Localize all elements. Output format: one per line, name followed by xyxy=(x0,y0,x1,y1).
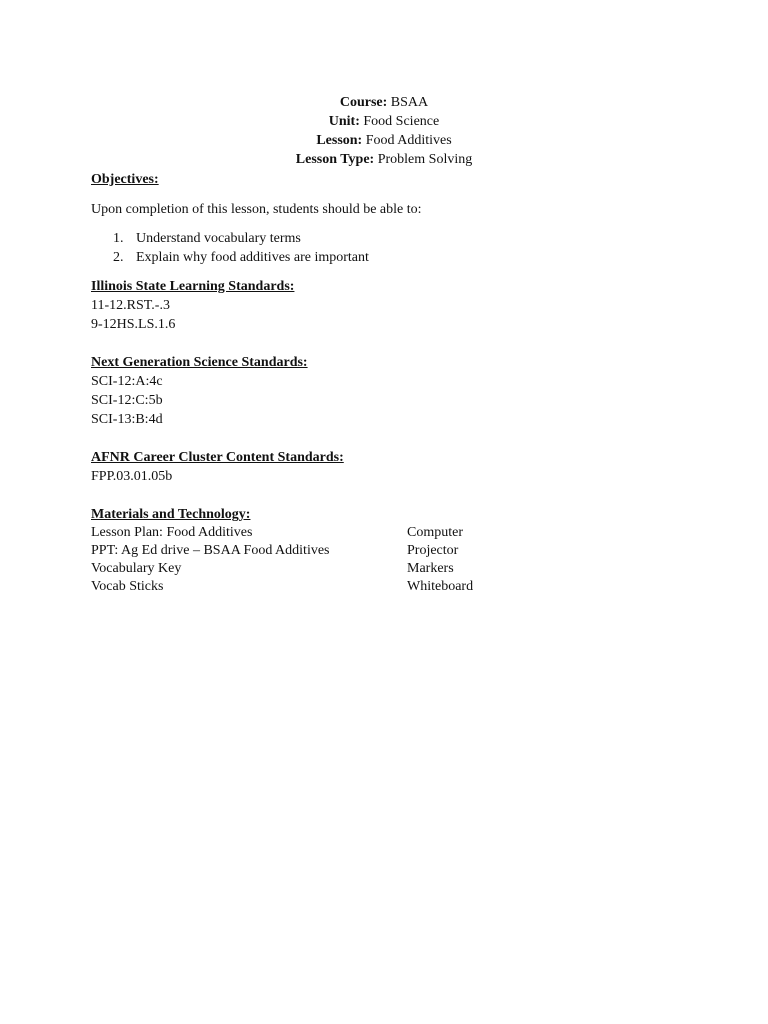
materials-section xyxy=(91,505,691,596)
material-item: Vocab Sticks xyxy=(91,579,164,594)
objectives-intro: Upon completion of this lesson, students should be able to: xyxy=(91,202,422,217)
list-item-text: Explain why food additives are important xyxy=(136,250,369,265)
list-item xyxy=(91,248,691,267)
course-label: Course: xyxy=(339,95,388,110)
afnr-heading: AFNR Career Cluster Content Standards: xyxy=(91,450,344,465)
material-item: PPT: Ag Ed drive – BSAA Food Additives xyxy=(91,543,330,558)
lesson-header xyxy=(0,93,768,169)
technology-item: Computer xyxy=(407,525,463,540)
list-item xyxy=(91,229,691,248)
materials-row xyxy=(91,542,691,560)
lesson-type-label: Lesson Type: xyxy=(295,152,375,167)
technology-item: Whiteboard xyxy=(407,579,474,594)
standard-code: 9-12HS.LS.1.6 xyxy=(91,317,176,332)
list-item-number: 2. xyxy=(113,250,124,265)
unit-value: Food Science xyxy=(363,114,440,129)
materials-row xyxy=(91,524,691,542)
illinois-standards-heading: Illinois State Learning Standards: xyxy=(91,279,295,294)
materials-heading: Materials and Technology: xyxy=(91,507,251,522)
materials-row xyxy=(91,578,691,596)
objectives-list xyxy=(91,229,691,267)
unit-line xyxy=(0,112,768,131)
standard-code: SCI-13:B:4d xyxy=(91,412,163,427)
technology-item: Markers xyxy=(407,561,454,576)
technology-item: Projector xyxy=(407,543,459,558)
course-line xyxy=(0,93,768,112)
material-item: Vocabulary Key xyxy=(91,561,182,576)
course-value: BSAA xyxy=(390,95,429,110)
lesson-line xyxy=(0,131,768,150)
lesson-type-line xyxy=(0,150,768,169)
standard-code: FPP.03.01.05b xyxy=(91,469,173,484)
lesson-body xyxy=(91,170,691,596)
lesson-label: Lesson: xyxy=(316,133,363,148)
material-item: Lesson Plan: Food Additives xyxy=(91,525,253,540)
objectives-heading: Objectives: xyxy=(91,172,159,187)
lesson-type-value: Problem Solving xyxy=(377,152,473,167)
materials-row xyxy=(91,560,691,578)
list-item-number: 1. xyxy=(113,231,124,246)
lesson-value: Food Additives xyxy=(365,133,452,148)
standard-code: SCI-12:A:4c xyxy=(91,374,163,389)
standard-code: 11-12.RST.-.3 xyxy=(91,298,170,313)
ngss-heading: Next Generation Science Standards: xyxy=(91,355,308,370)
list-item-text: Understand vocabulary terms xyxy=(136,231,301,246)
standard-code: SCI-12:C:5b xyxy=(91,393,163,408)
unit-label: Unit: xyxy=(328,114,360,129)
